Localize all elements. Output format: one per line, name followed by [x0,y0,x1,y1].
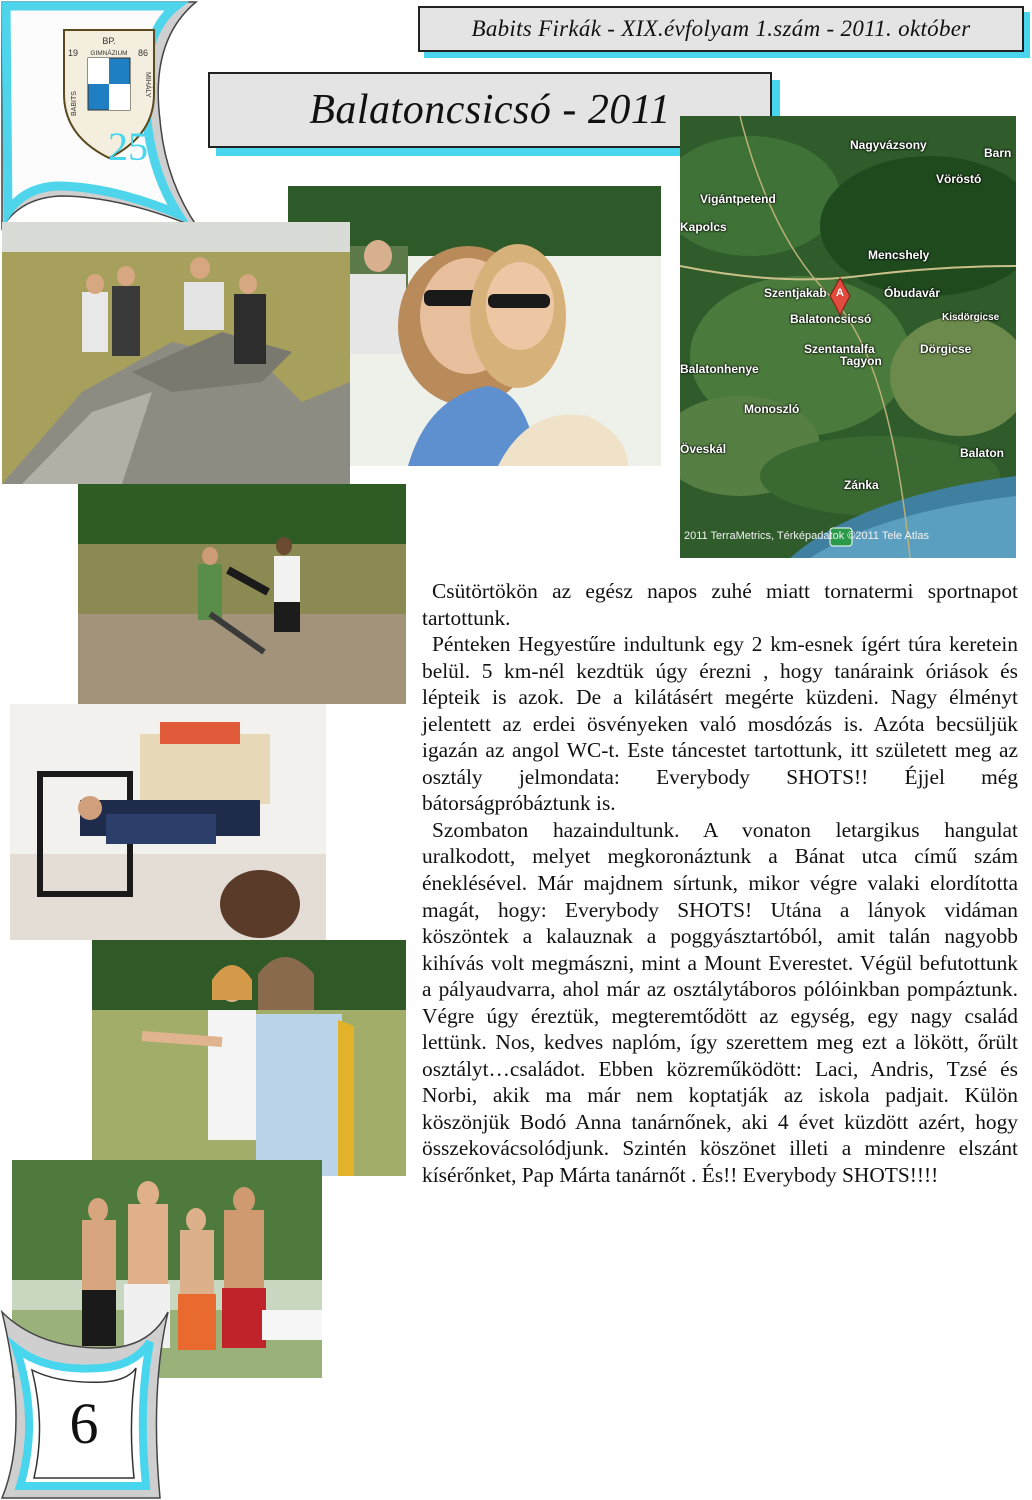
issue-line: Babits Firkák - XIX.évfolyam 1.szám - 2011. október [471,16,971,41]
article-body [422,578,1018,1189]
photo-resting-on-chairs [10,704,326,940]
map-label: Vöröstó [936,172,982,186]
location-map [680,116,1016,558]
map-label: Balatoncsicsó [790,312,872,326]
map-label: Balatonhenye [680,362,759,376]
map-label: Kapolcs [680,220,727,234]
photo-boys-on-rocks [2,222,350,484]
logo-year-right: 86 [138,48,149,58]
article-paragraph: Pénteken Hegyestűre indultunk egy 2 km-esnek ígért túra keretein belül. 5 km-nél kezdtük úgy érezni , hogy tanáraink óriások és lépteik is azok. De a kilátásért megérte küzdeni. Nagy élményt jelentett az erdei ösvényeken való mosdózás is. Azóta becsüljük igazán az angol WC-t. Este táncestet tartottunk, itt született meg az osztály jelmondata: Everybody SHOTS!! Éjjel még bátorságpróbáztunk is. [422,632,1018,816]
map-label: Zánka [844,478,879,492]
map-marker-label: A [836,287,844,299]
logo-ring-side-left: BABITS [71,91,78,116]
map-credit: 2011 TerraMetrics, Térképadatok ©2011 Tele Atlas [684,530,929,542]
logo-ring-mid: GIMNÁZIUM [90,50,128,57]
logo-ring-side-right: MIHÁLY [144,72,151,98]
anniversary-number: 25 [108,124,148,164]
map-label: Monoszló [744,402,800,416]
map-label: Barn [984,146,1012,160]
map-label: Szentantalfa [804,342,875,356]
map-label: Öveskál [680,442,727,456]
article-paragraph: Csütörtökön az egész napos zuhé miatt tornatermi sportnapot tartottunk. [422,579,1018,630]
map-label: Kisdörgicse [942,312,1000,323]
map-label: Tagyon [840,354,882,368]
map-label: Balaton [960,446,1005,460]
map-label: Szentjakab [764,286,827,300]
map-label: Dörgicse [920,342,972,356]
map-label: Nagyvázsony [850,138,927,152]
school-logo [54,24,164,164]
logo-year-left: 19 [68,48,79,58]
page-number: 6 [69,1390,99,1456]
map-label: Vigántpetend [700,192,776,206]
issue-header-band [418,6,1024,52]
map-label: Óbudavár [884,286,941,300]
map-label: Mencshely [868,248,930,262]
photo-teachers-meadow [92,940,406,1176]
logo-ring-top: BP. [102,36,116,46]
photo-field-game [78,484,406,704]
article-title: Balatoncsicsó - 2011 [309,87,671,133]
article-paragraph: Szombaton hazaindultunk. A vonaton letargikus hangulat uralkodott, melyet megkoronáztunk a Bánat utca című szám éneklésével. Már majdnem sírtunk, mikor végre valaki elordította magát, hogy: Everybody SHOTS! Utána a lányok vidáman köszöntek a kalauznak a poggyásztartóból, amit talán nagyobb kihívás volt megmászni, mint a Mount Everestet. Végül befutottunk a pályaudvarra, ahol már az osztálytáboros pólóinkban pompáztunk. Végre úgy éreztük, megteremtődött az egység, egy nagy család lettünk. Nos, kedves naplóm, így szerettem meg ezt a lökött, őrült osztályt…családot. Ebben közreműködött: Laci, Andris, Tzsé és Norbi, akik ma már nem koptatják az iskola padjait. Külön köszönjük Bodó Anna tanárnőnek, aki 4 évet küzdött azért, hogy összekovácsolódjunk. Szintén köszönet illeti a mindenre elszánt kísérőnket, Pap Márta tanárnőt . És!! Everybody SHOTS!!!! [422,817,1018,1188]
